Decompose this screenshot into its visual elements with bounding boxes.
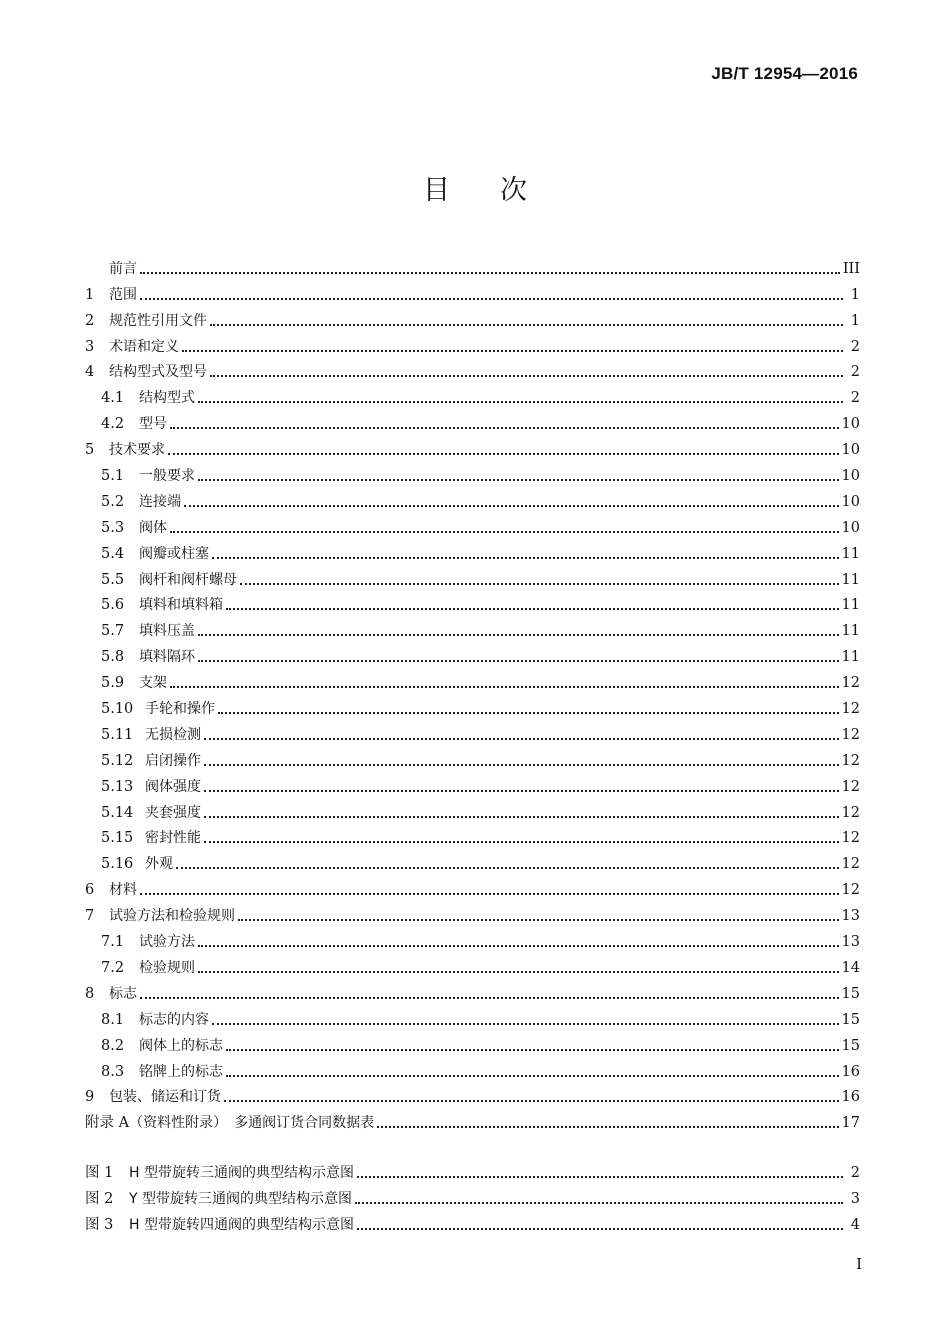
entry-page-number: 10 xyxy=(841,468,860,485)
toc-entry[interactable] xyxy=(85,718,860,744)
dot-leader xyxy=(355,1202,843,1204)
entry-page-number: 10 xyxy=(841,416,860,433)
toc-entry[interactable] xyxy=(85,977,860,1003)
entry-page-number: 12 xyxy=(841,726,860,743)
entry-page-number: 11 xyxy=(841,597,860,614)
dot-leader xyxy=(212,557,839,559)
entry-label: 一般要求 xyxy=(139,468,195,485)
toc-entry[interactable] xyxy=(85,873,860,899)
entry-page-number: 2 xyxy=(850,364,860,381)
toc-entry[interactable] xyxy=(85,614,860,640)
entry-label: （资料性附录） 多通阀订货合同数据表 xyxy=(129,1115,375,1132)
entry-page-number: 15 xyxy=(841,985,860,1002)
toc-entry[interactable] xyxy=(85,381,860,407)
entry-page-number: 15 xyxy=(841,1011,860,1028)
entry-label: 规范性引用文件 xyxy=(109,312,207,329)
dot-leader xyxy=(140,997,839,999)
entry-page-number: 4 xyxy=(850,1216,860,1233)
entry-number: 3 xyxy=(85,338,95,355)
dot-leader xyxy=(170,427,839,429)
entry-page-number: 13 xyxy=(841,934,860,951)
entry-number: 5.11 xyxy=(101,726,134,743)
dot-leader xyxy=(357,1228,843,1230)
entry-number: 7.2 xyxy=(101,959,125,976)
toc-entry[interactable] xyxy=(85,537,860,563)
entry-number: 图 2 xyxy=(85,1190,114,1207)
entry-page-number: 14 xyxy=(841,959,860,976)
dot-leader xyxy=(218,712,839,714)
dot-leader xyxy=(198,479,839,481)
toc-entry[interactable] xyxy=(85,796,860,822)
entry-number: 4.1 xyxy=(101,390,125,407)
entry-label: 无损检测 xyxy=(145,726,201,743)
toc-entry[interactable] xyxy=(85,847,860,873)
entry-number: 8 xyxy=(85,985,95,1002)
entry-number: 7.1 xyxy=(101,934,125,951)
toc-entry[interactable] xyxy=(85,1081,860,1107)
entry-label: 包装、储运和订货 xyxy=(109,1089,221,1106)
dot-leader xyxy=(204,764,839,766)
toc-entry[interactable] xyxy=(85,899,860,925)
entry-number: 9 xyxy=(85,1089,95,1106)
toc-entry[interactable] xyxy=(85,433,860,459)
toc-entry[interactable] xyxy=(85,356,860,382)
document-code: JB/T 12954—2016 xyxy=(711,64,858,83)
entry-page-number: 12 xyxy=(841,830,860,847)
entry-number: 7 xyxy=(85,908,95,925)
entry-page-number: 15 xyxy=(841,1037,860,1054)
entry-page-number: 2 xyxy=(850,338,860,355)
entry-page-number: 12 xyxy=(841,856,860,873)
entry-number: 5.10 xyxy=(101,701,134,718)
entry-label: 范围 xyxy=(109,286,137,303)
dot-leader xyxy=(204,738,839,740)
entry-number: 5.2 xyxy=(101,493,125,510)
entry-page-number: 10 xyxy=(841,493,860,510)
entry-label: 填料隔环 xyxy=(139,649,195,666)
entry-label: 标志 xyxy=(109,985,137,1002)
dot-leader xyxy=(226,1075,839,1077)
entry-label: Y 型带旋转三通阀的典型结构示意图 xyxy=(129,1190,353,1207)
entry-page-number: 11 xyxy=(841,545,860,562)
entry-number: 5.16 xyxy=(101,856,134,873)
dot-leader xyxy=(198,634,839,636)
dot-leader xyxy=(198,401,843,403)
entry-page-number: 12 xyxy=(841,804,860,821)
toc-entry[interactable] xyxy=(85,589,860,615)
entry-label: 支架 xyxy=(139,675,167,692)
entry-page-number: 10 xyxy=(841,519,860,536)
dot-leader xyxy=(140,272,840,274)
entry-number: 4.2 xyxy=(101,416,125,433)
toc-entry[interactable] xyxy=(85,459,860,485)
entry-number: 1 xyxy=(85,286,95,303)
entry-label: 填料压盖 xyxy=(139,623,195,640)
toc-entry[interactable] xyxy=(85,252,860,278)
toc-entry[interactable] xyxy=(85,330,860,356)
entry-number: 5.3 xyxy=(101,519,125,536)
dot-leader xyxy=(204,841,839,843)
dot-leader xyxy=(198,945,839,947)
toc-entry[interactable] xyxy=(85,666,860,692)
entry-label: 阀杆和阀杆螺母 xyxy=(139,571,237,588)
entry-label: 标志的内容 xyxy=(139,1011,209,1028)
dot-leader xyxy=(210,375,843,377)
entry-label: 试验方法 xyxy=(139,934,195,951)
entry-number: 5.8 xyxy=(101,649,125,666)
entry-number: 5.9 xyxy=(101,675,125,692)
entry-page-number: 12 xyxy=(841,752,860,769)
toc-entry[interactable] xyxy=(85,822,860,848)
dot-leader xyxy=(226,1049,839,1051)
entry-page-number: 17 xyxy=(841,1115,860,1132)
entry-label: 铭牌上的标志 xyxy=(139,1063,223,1080)
entry-number: 5.12 xyxy=(101,752,134,769)
entry-label: 试验方法和检验规则 xyxy=(109,908,235,925)
entry-label: 阀体强度 xyxy=(145,778,201,795)
dot-leader xyxy=(198,660,839,662)
entry-page-number: 16 xyxy=(841,1063,860,1080)
entry-label: H 型带旋转四通阀的典型结构示意图 xyxy=(129,1216,354,1233)
toc-entry[interactable] xyxy=(85,951,860,977)
toc-entry[interactable] xyxy=(85,485,860,511)
entry-label: 阀体 xyxy=(139,519,167,536)
entry-number: 附录 A xyxy=(85,1115,130,1132)
entry-number: 5 xyxy=(85,442,95,459)
entry-label: H 型带旋转三通阀的典型结构示意图 xyxy=(129,1164,354,1181)
dot-leader xyxy=(357,1176,843,1178)
entry-page-number: 12 xyxy=(841,882,860,899)
entry-label: 外观 xyxy=(145,856,173,873)
toc-entry[interactable] xyxy=(85,1029,860,1055)
toc-entry[interactable] xyxy=(85,563,860,589)
toc-entry[interactable] xyxy=(85,1003,860,1029)
dot-leader xyxy=(140,298,843,300)
toc-entry[interactable] xyxy=(85,511,860,537)
toc-entry[interactable] xyxy=(85,770,860,796)
entry-number: 5.4 xyxy=(101,545,125,562)
dot-leader xyxy=(170,531,839,533)
entry-page-number: 12 xyxy=(841,778,860,795)
entry-number: 5.13 xyxy=(101,778,134,795)
entry-page-number: 2 xyxy=(850,1164,860,1181)
entry-label: 技术要求 xyxy=(109,442,165,459)
dot-leader xyxy=(170,686,839,688)
entry-page-number: 13 xyxy=(841,908,860,925)
entry-label: 检验规则 xyxy=(139,959,195,976)
dot-leader xyxy=(176,867,839,869)
entry-page-number: 11 xyxy=(841,571,860,588)
entry-page-number: 3 xyxy=(850,1190,860,1207)
entry-number: 图 3 xyxy=(85,1216,114,1233)
page-title: 目次 xyxy=(423,175,577,206)
toc-entry[interactable] xyxy=(85,640,860,666)
entry-number: 8.3 xyxy=(101,1063,125,1080)
dot-leader xyxy=(204,816,839,818)
toc-entry[interactable] xyxy=(85,744,860,770)
toc-entry[interactable] xyxy=(85,925,860,951)
page-number: I xyxy=(856,1255,862,1273)
dot-leader xyxy=(182,350,843,352)
entry-page-number: 16 xyxy=(841,1089,860,1106)
entry-number: 5.1 xyxy=(101,468,125,485)
toc-entry[interactable] xyxy=(85,1106,860,1132)
entry-label: 阀瓣或柱塞 xyxy=(139,545,209,562)
entry-number: 5.14 xyxy=(101,804,134,821)
entry-number: 5.5 xyxy=(101,571,125,588)
entry-page-number: 10 xyxy=(841,442,860,459)
entry-label: 夹套强度 xyxy=(145,804,201,821)
entry-label: 阀体上的标志 xyxy=(139,1037,223,1054)
entry-number: 6 xyxy=(85,882,95,899)
entry-label: 型号 xyxy=(139,416,167,433)
figure-entry[interactable] xyxy=(85,1208,860,1234)
entry-page-number: 12 xyxy=(841,701,860,718)
dot-leader xyxy=(224,1100,839,1102)
entry-label: 材料 xyxy=(109,882,137,899)
entry-page-number: III xyxy=(842,260,860,277)
entry-page-number: 11 xyxy=(841,649,860,666)
figure-entry[interactable] xyxy=(85,1182,860,1208)
toc-entry[interactable] xyxy=(85,304,860,330)
entry-label: 术语和定义 xyxy=(109,338,179,355)
entry-label: 填料和填料箱 xyxy=(139,597,223,614)
dot-leader xyxy=(198,971,839,973)
toc-entry[interactable] xyxy=(85,692,860,718)
toc-entry[interactable] xyxy=(85,1055,860,1081)
entry-number: 图 1 xyxy=(85,1164,114,1181)
toc-entry[interactable] xyxy=(85,407,860,433)
dot-leader xyxy=(212,1023,839,1025)
dot-leader xyxy=(204,790,839,792)
entry-number: 5.6 xyxy=(101,597,125,614)
entry-label: 连接端 xyxy=(139,493,181,510)
dot-leader xyxy=(210,324,843,326)
entry-page-number: 1 xyxy=(850,312,860,329)
entry-number: 8.2 xyxy=(101,1037,125,1054)
table-of-contents xyxy=(85,252,860,1132)
dot-leader xyxy=(168,453,839,455)
entry-number: 5.15 xyxy=(101,830,134,847)
figure-entry[interactable] xyxy=(85,1156,860,1182)
entry-number: 8.1 xyxy=(101,1011,125,1028)
entry-page-number: 12 xyxy=(841,675,860,692)
entry-page-number: 1 xyxy=(850,286,860,303)
entry-number: 4 xyxy=(85,364,95,381)
dot-leader xyxy=(240,583,839,585)
dot-leader xyxy=(238,919,839,921)
entry-label: 结构型式 xyxy=(139,390,195,407)
entry-label: 结构型式及型号 xyxy=(109,364,207,381)
entry-label: 启闭操作 xyxy=(145,752,201,769)
entry-label: 密封性能 xyxy=(145,830,201,847)
dot-leader xyxy=(184,505,839,507)
toc-entry[interactable] xyxy=(85,278,860,304)
entry-label: 前言 xyxy=(109,260,137,277)
entry-page-number: 11 xyxy=(841,623,860,640)
dot-leader xyxy=(226,608,839,610)
entry-label: 手轮和操作 xyxy=(145,701,215,718)
dot-leader xyxy=(140,893,839,895)
entry-number: 2 xyxy=(85,312,95,329)
dot-leader xyxy=(377,1126,838,1128)
figure-list xyxy=(85,1156,860,1234)
entry-number: 5.7 xyxy=(101,623,125,640)
entry-page-number: 2 xyxy=(850,390,860,407)
